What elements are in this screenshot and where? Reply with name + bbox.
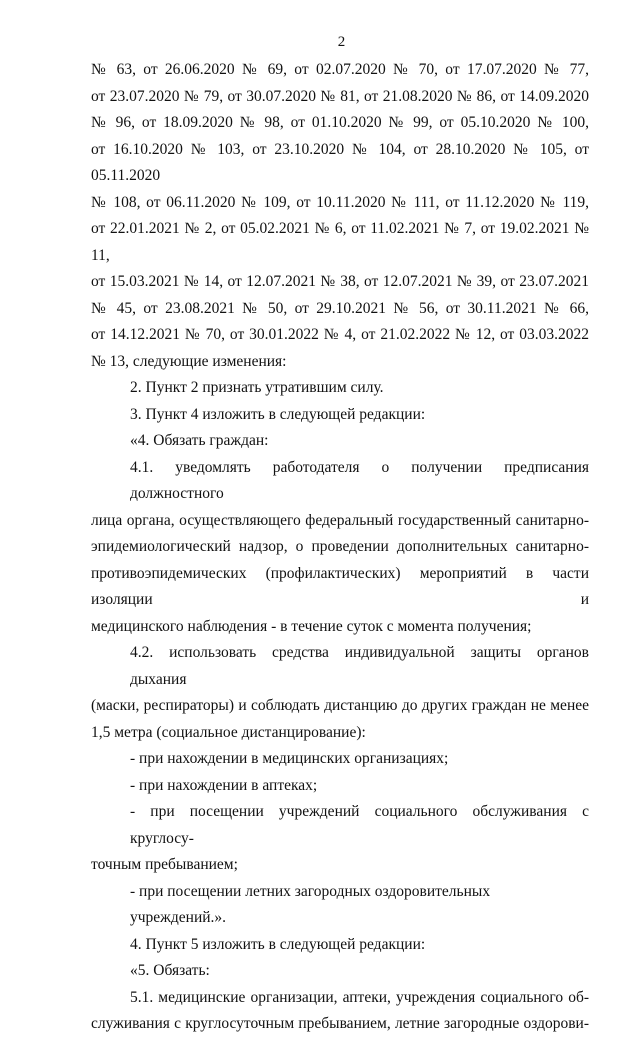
text-line: № 13, следующие изменения: [91,352,287,370]
text-line: точным пребыванием; [91,856,238,873]
dash-item-medical: - при нахождении в медицинских организациях; [130,750,449,767]
text-line: № 63, от 26.06.2020 № 69, от 02.07.2020 № 70, от 17.07.2020 № 77, [91,61,589,78]
text-line: - при посещении учреждений социального обслуживания с круглосу- [130,803,589,847]
text-line: эпидемиологический надзор, о проведении дополнительных санитарно- [91,538,589,555]
page-number: 2 [337,34,346,50]
paragraph-amendment-list [91,57,589,375]
paragraph-5-1 [91,985,589,1038]
text-line: от 22.01.2021 № 2, от 05.02.2021 № 6, от 11.02.2021 № 7, от 19.02.2021 № 11, [91,220,589,264]
document-body [91,57,589,1038]
text-line: от 15.03.2021 № 14, от 12.07.2021 № 38, от 12.07.2021 № 39, от 23.07.2021 [91,273,589,290]
item-3: 3. Пункт 4 изложить в следующей редакции: [130,405,426,423]
text-line: № 96, от 18.09.2020 № 98, от 01.10.2020 № 99, от 05.10.2020 № 100, [91,114,589,131]
text-line: служивания с круглосуточным пребыванием, летние загородные оздорови- [91,1015,589,1032]
text-line: медицинского наблюдения - в течение суток с момента получения; [91,617,532,635]
item-4: 4. Пункт 5 изложить в следующей редакции: [130,935,426,953]
quote-point-4-heading: «4. Обязать граждан: [130,432,269,449]
text-line: лица органа, осуществляющего федеральный государственный санитарно- [91,511,589,529]
text-line: 4.1. уведомлять работодателя о получении предписания должностного [130,458,589,502]
text-line: (маски, респираторы) и соблюдать дистанцию до других граждан не менее [91,697,589,714]
quote-point-5-heading: «5. Обязать: [130,962,210,979]
paragraph-4-1 [91,455,589,641]
dash-item-social-services [91,799,589,879]
text-line: 5.1. медицинские организации, аптеки, учреждения социального об- [130,988,589,1006]
text-line: 1,5 метра (социальное дистанцирование): [91,723,366,741]
paragraph-4-2 [91,640,589,746]
text-line: от 16.10.2020 № 103, от 23.10.2020 № 104, от 28.10.2020 № 105, от 05.11.2020 [91,140,589,184]
text-line: от 14.12.2021 № 70, от 30.01.2022 № 4, от 21.02.2022 № 12, от 03.03.2022 [91,326,589,343]
dash-item-pharmacies: - при нахождении в аптеках; [130,776,318,794]
item-2: 2. Пункт 2 признать утратившим силу. [130,379,384,396]
text-line: от 23.07.2020 № 79, от 30.07.2020 № 81, от 21.08.2020 № 86, от 14.09.2020 [91,87,589,105]
text-line: № 45, от 23.08.2021 № 50, от 29.10.2021 № 56, от 30.11.2021 № 66, [91,299,589,317]
text-line: 4.2. использовать средства индивидуальной защиты органов дыхания [130,644,589,688]
text-line: № 108, от 06.11.2020 № 109, от 10.11.2020 № 111, от 11.12.2020 № 119, [91,193,589,211]
text-line: противоэпидемических (профилактических) мероприятий в части изоляции и [91,564,589,608]
dash-item-summer-camps: - при посещении летних загородных оздоровительных учреждений.». [130,882,491,926]
